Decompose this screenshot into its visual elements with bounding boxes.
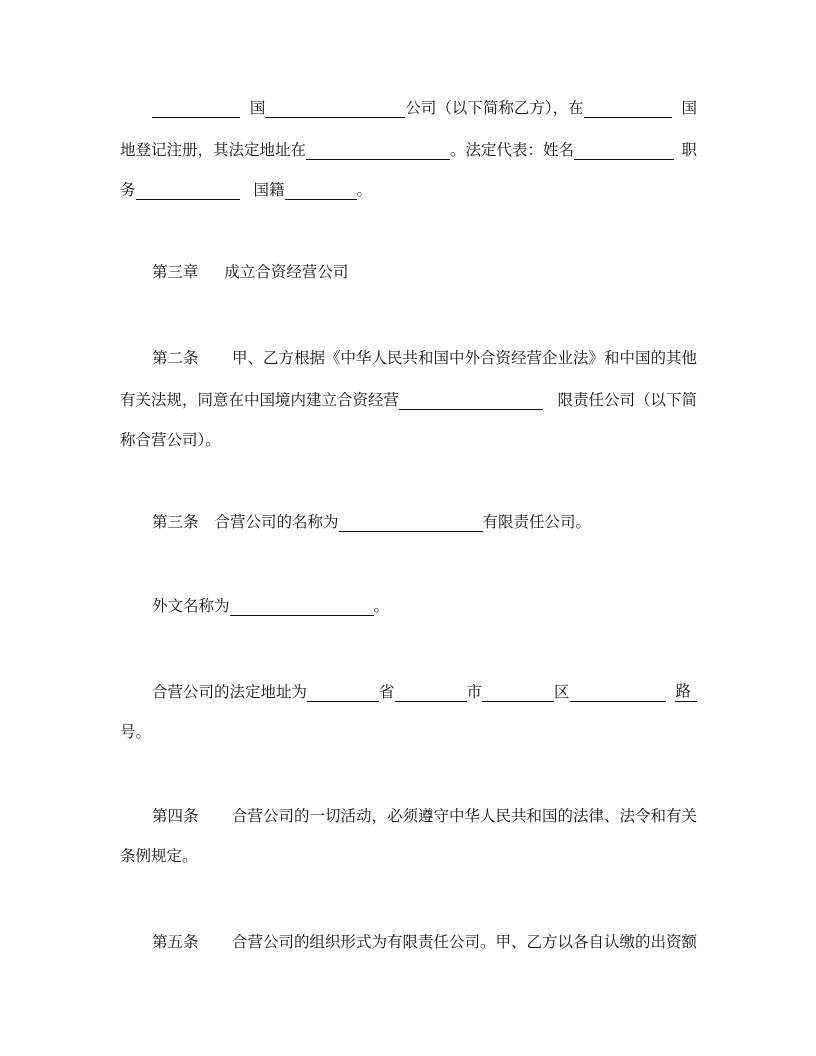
chapter-title: 成立合资经营公司 bbox=[224, 263, 349, 281]
road-blank[interactable] bbox=[570, 684, 666, 702]
article-5-line-1 bbox=[152, 930, 697, 952]
legal-rep-name-blank[interactable] bbox=[574, 142, 674, 160]
article-2-text-2a: 有关法规，同意在中国境内建立合资经营 bbox=[120, 391, 400, 409]
article-2-line-1 bbox=[152, 346, 697, 368]
article-3-text-a: 合营公司的名称为 bbox=[214, 513, 339, 531]
article-4-text-2: 条例规定。 bbox=[120, 847, 198, 865]
registration-country-blank[interactable] bbox=[584, 100, 672, 118]
article-2-line-3 bbox=[120, 430, 697, 452]
label-guo-2: 国 bbox=[681, 99, 697, 117]
country-blank[interactable] bbox=[152, 100, 240, 118]
legal-address-blank[interactable] bbox=[306, 142, 450, 160]
label-sheng: 省 bbox=[379, 683, 395, 701]
period: 。 bbox=[356, 181, 373, 199]
label-lu: 路 bbox=[675, 682, 691, 700]
chapter-number: 第三章 bbox=[152, 263, 199, 281]
label-qu: 区 bbox=[554, 683, 570, 701]
article-2-number: 第二条 bbox=[152, 349, 199, 367]
foreign-name-blank[interactable] bbox=[230, 598, 374, 616]
label-zhi: 职 bbox=[681, 141, 697, 159]
label-wu: 务 bbox=[120, 181, 136, 199]
label-legal-rep-name: 。法定代表：姓名 bbox=[450, 141, 575, 159]
address-label: 合营公司的法定地址为 bbox=[152, 683, 308, 701]
label-nationality: 国籍 bbox=[253, 181, 285, 199]
article-2-text-2b: 限责任公司（以下简 bbox=[557, 391, 697, 409]
position-blank[interactable] bbox=[136, 182, 240, 200]
article-4-number: 第四条 bbox=[152, 807, 199, 825]
nationality-blank[interactable] bbox=[285, 182, 357, 200]
company-name-blank[interactable] bbox=[265, 100, 405, 118]
article-4-text-1: 合营公司的一切活动，必须遵守中华人民共和国的法律、法令和有关 bbox=[231, 807, 697, 825]
label-company: 公司（以下简称乙方），在 bbox=[405, 99, 584, 117]
party-b-line-1 bbox=[120, 96, 697, 118]
article-3-line bbox=[152, 512, 697, 534]
article-2-text-3: 称合营公司）。 bbox=[120, 431, 221, 449]
article-3-text-b: 有限责任公司。 bbox=[482, 513, 592, 531]
label-hao: 号。 bbox=[120, 723, 152, 741]
article-2-line-2 bbox=[120, 388, 697, 410]
chapter-heading bbox=[152, 262, 697, 284]
article-4-line-2 bbox=[120, 846, 697, 868]
party-b-line-3 bbox=[120, 180, 697, 202]
article-5-number: 第五条 bbox=[152, 933, 199, 951]
foreign-name-period: 。 bbox=[373, 597, 390, 615]
jv-name-blank[interactable] bbox=[399, 392, 543, 410]
article-4-line-1 bbox=[152, 804, 697, 826]
article-3-number: 第三条 bbox=[152, 513, 199, 531]
label-registered-address: 地登记注册，其法定地址在 bbox=[120, 141, 307, 159]
label-guo: 国 bbox=[249, 99, 266, 117]
article-2-text-1: 甲、乙方根据《中华人民共和国中外合资经营企业法》和中国的其他 bbox=[231, 349, 697, 367]
foreign-name-label: 外文名称为 bbox=[152, 597, 230, 615]
company-name-field-blank[interactable] bbox=[339, 514, 483, 532]
legal-address-line-2 bbox=[120, 722, 697, 744]
district-blank[interactable] bbox=[482, 684, 554, 702]
legal-address-line bbox=[152, 680, 697, 702]
province-blank[interactable] bbox=[307, 684, 379, 702]
label-shi: 市 bbox=[466, 683, 483, 701]
foreign-name-line bbox=[152, 596, 697, 618]
city-blank[interactable] bbox=[395, 684, 467, 702]
party-b-line-2 bbox=[120, 138, 697, 160]
article-5-text-1: 合营公司的组织形式为有限责任公司。甲、乙方以各自认缴的出资额 bbox=[231, 933, 697, 951]
